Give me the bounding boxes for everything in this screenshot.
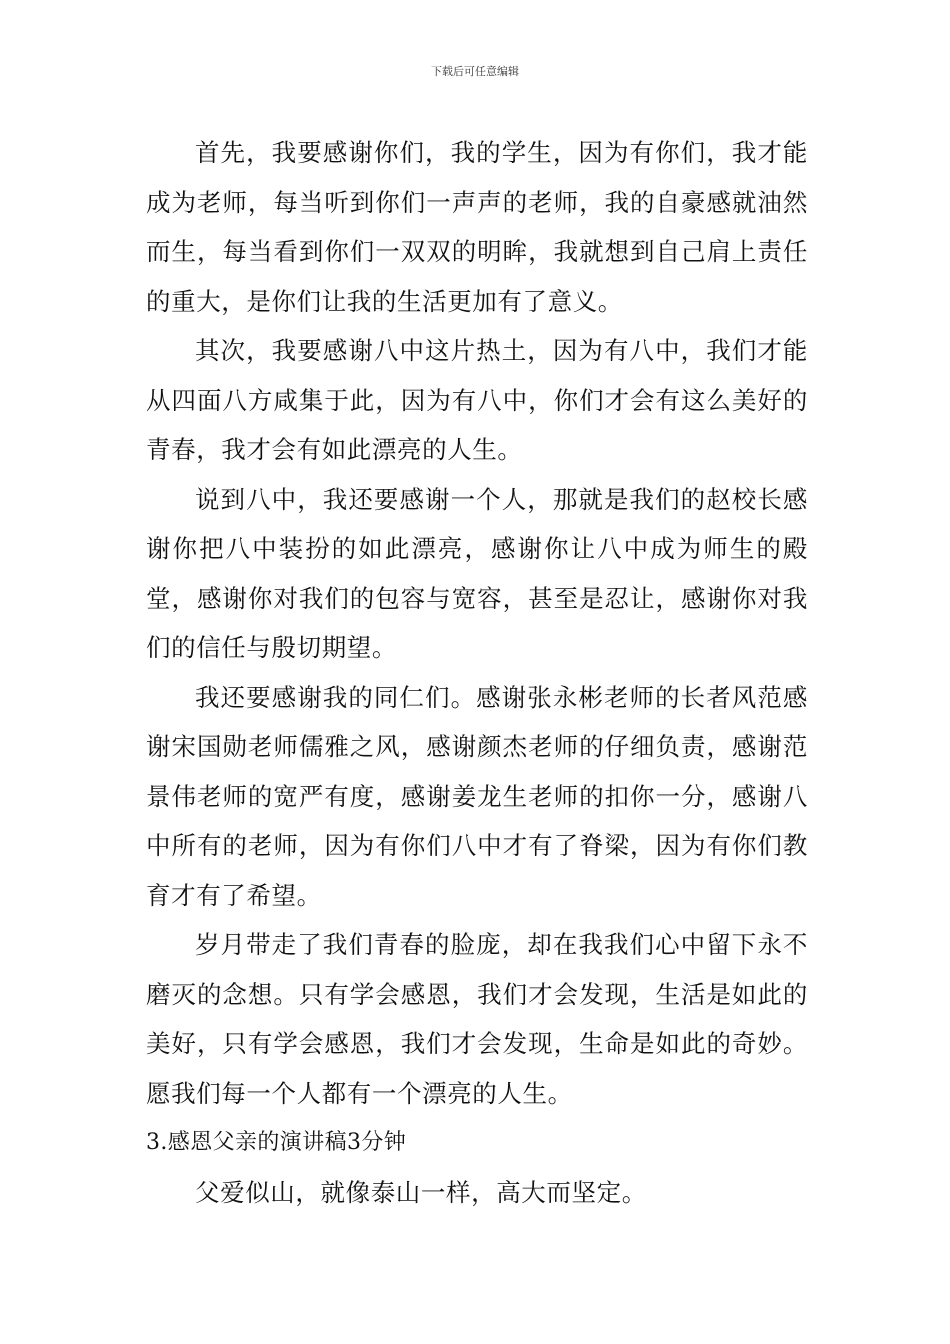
section-heading: 3.感恩父亲的演讲稿3分钟 — [146, 1130, 407, 1155]
paragraph-closing: 岁月带走了我们青春的脸庞，却在我我们心中留下永不磨灭的念想。只有学会感恩，我们才会发现，生活是如此的美好，只有学会感恩，我们才会发现，生命是如此的奇妙。愿我们每一个人都有一个漂亮的人生。 — [146, 930, 808, 1108]
paragraph-thanks-colleagues: 我还要感谢我的同仁们。感谢张永彬老师的长者风范感谢宋国勋老师儒雅之风，感谢颜杰老师的仔细负责，感谢范景伟老师的宽严有度，感谢姜龙生老师的扣你一分，感谢八中所有的老师，因为有你们八中才有了脊梁，因为有你们教育才有了希望。 — [146, 682, 808, 910]
paragraph-thanks-school: 其次，我要感谢八中这片热土，因为有八中，我们才能从四面八方咸集于此，因为有八中，你们才会有这么美好的青春，我才会有如此漂亮的人生。 — [146, 336, 808, 464]
paragraph-father-intro: 父爱似山，就像泰山一样，高大而坚定。 — [195, 1177, 647, 1207]
paragraph-thanks-students: 首先，我要感谢你们，我的学生，因为有你们，我才能成为老师，每当听到你们一声声的老师，我的自豪感就油然而生，每当看到你们一双双的明眸，我就想到自己肩上责任的重大，是你们让我的生活更加有了意义。 — [146, 138, 808, 316]
paragraph-thanks-principal: 说到八中，我还要感谢一个人，那就是我们的赵校长感谢你把八中装扮的如此漂亮，感谢你让八中成为师生的殿堂，感谢你对我们的包容与宽容，甚至是忍让，感谢你对我们的信任与殷切期望。 — [146, 484, 808, 662]
document-body — [146, 128, 808, 1217]
page-header-note: 下载后可任意编辑 — [431, 65, 519, 78]
